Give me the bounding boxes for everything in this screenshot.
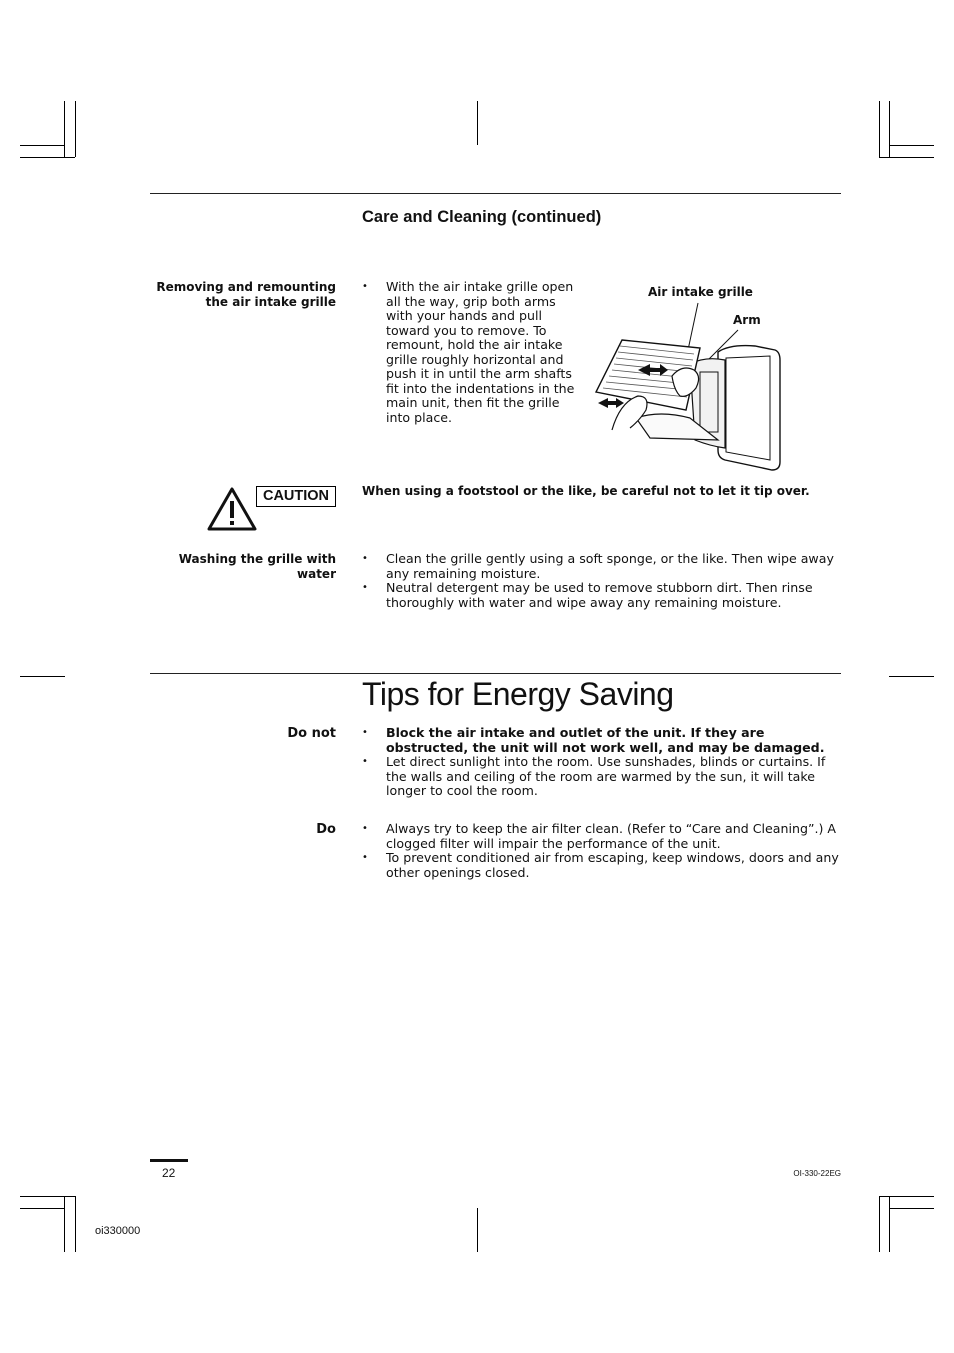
crop-mark [477, 1208, 478, 1252]
bullet-icon: • [362, 823, 368, 834]
do-not-label: Do not [287, 726, 336, 741]
section-rule [150, 193, 841, 194]
removing-label: Removing and remounting the air intake grille [156, 280, 336, 309]
crop-mark [20, 145, 65, 146]
caution-badge: CAUTION [256, 486, 336, 507]
do-list [362, 822, 842, 880]
page-number: 22 [162, 1166, 176, 1180]
crop-mark [889, 676, 934, 677]
page-number-bar [150, 1159, 188, 1162]
washing-label: Washing the grille with water [178, 552, 336, 581]
crop-mark [477, 101, 478, 145]
file-code: oi330000 [95, 1225, 141, 1237]
figure-label-arm: Arm [733, 313, 761, 327]
bullet-icon: • [362, 281, 368, 292]
crop-mark [889, 101, 890, 157]
list-item: • Clean the grille gently using a soft sponge, or the like. Then wipe away any remaining moisture. [362, 551, 834, 581]
crop-mark [879, 101, 880, 157]
list-item: • Let direct sunlight into the room. Use sunshades, blinds or curtains. If the walls and ceiling of the room are warmed by the sun, it will take longer to cool the room. [362, 754, 826, 798]
bullet-icon: • [362, 852, 368, 863]
crop-mark [64, 101, 65, 157]
warning-triangle-icon [206, 486, 258, 532]
crop-mark [20, 1208, 65, 1209]
removing-text [362, 280, 576, 425]
list-item: • To prevent conditioned air from escaping, keep windows, doors and any other openings closed. [362, 850, 839, 880]
do-not-list [362, 726, 842, 799]
section-rule [150, 673, 841, 674]
crop-mark [879, 1196, 880, 1252]
crop-mark [75, 1196, 76, 1252]
list-item: • Block the air intake and outlet of the unit. If they are obstructed, the unit will not work well, and may be damaged. [362, 725, 825, 755]
crop-mark [879, 1196, 934, 1197]
list-item: • Always try to keep the air filter clean. (Refer to “Care and Cleaning”.) A clogged filter will impair the performance of the unit. [362, 821, 837, 851]
crop-mark [879, 157, 934, 158]
doc-code: OI-330-22EG [793, 1169, 841, 1178]
crop-mark [75, 101, 76, 157]
bullet-icon: • [362, 553, 368, 564]
crop-mark [889, 145, 934, 146]
bullet-icon: • [362, 582, 368, 593]
removing-instructions: With the air intake grille open all the way, grip both arms with your hands and pull toward you to remove. To remount, hold the air intake grille roughly horizontal and push it in until the arm shafts fit into the indentations in the main unit, then fit the grille into place. [386, 279, 575, 425]
bullet-icon: • [362, 727, 368, 738]
washing-list [362, 552, 842, 610]
crop-mark [889, 1196, 890, 1252]
section-title: Care and Cleaning (continued) [362, 208, 602, 226]
page-title: Tips for Energy Saving [362, 676, 674, 712]
air-intake-grille-illustration [590, 300, 790, 475]
do-label: Do [316, 822, 336, 837]
crop-mark [889, 1208, 934, 1209]
crop-mark [64, 1196, 65, 1252]
list-item: • Neutral detergent may be used to remove stubborn dirt. Then rinse thoroughly with water and wipe away any remaining moisture. [362, 580, 813, 610]
caution-text: When using a footstool or the like, be careful not to let it tip over. [362, 484, 810, 498]
bullet-icon: • [362, 756, 368, 767]
figure-label-grille: Air intake grille [648, 285, 753, 299]
crop-mark [20, 157, 75, 158]
crop-mark [20, 676, 65, 677]
crop-mark [20, 1196, 75, 1197]
